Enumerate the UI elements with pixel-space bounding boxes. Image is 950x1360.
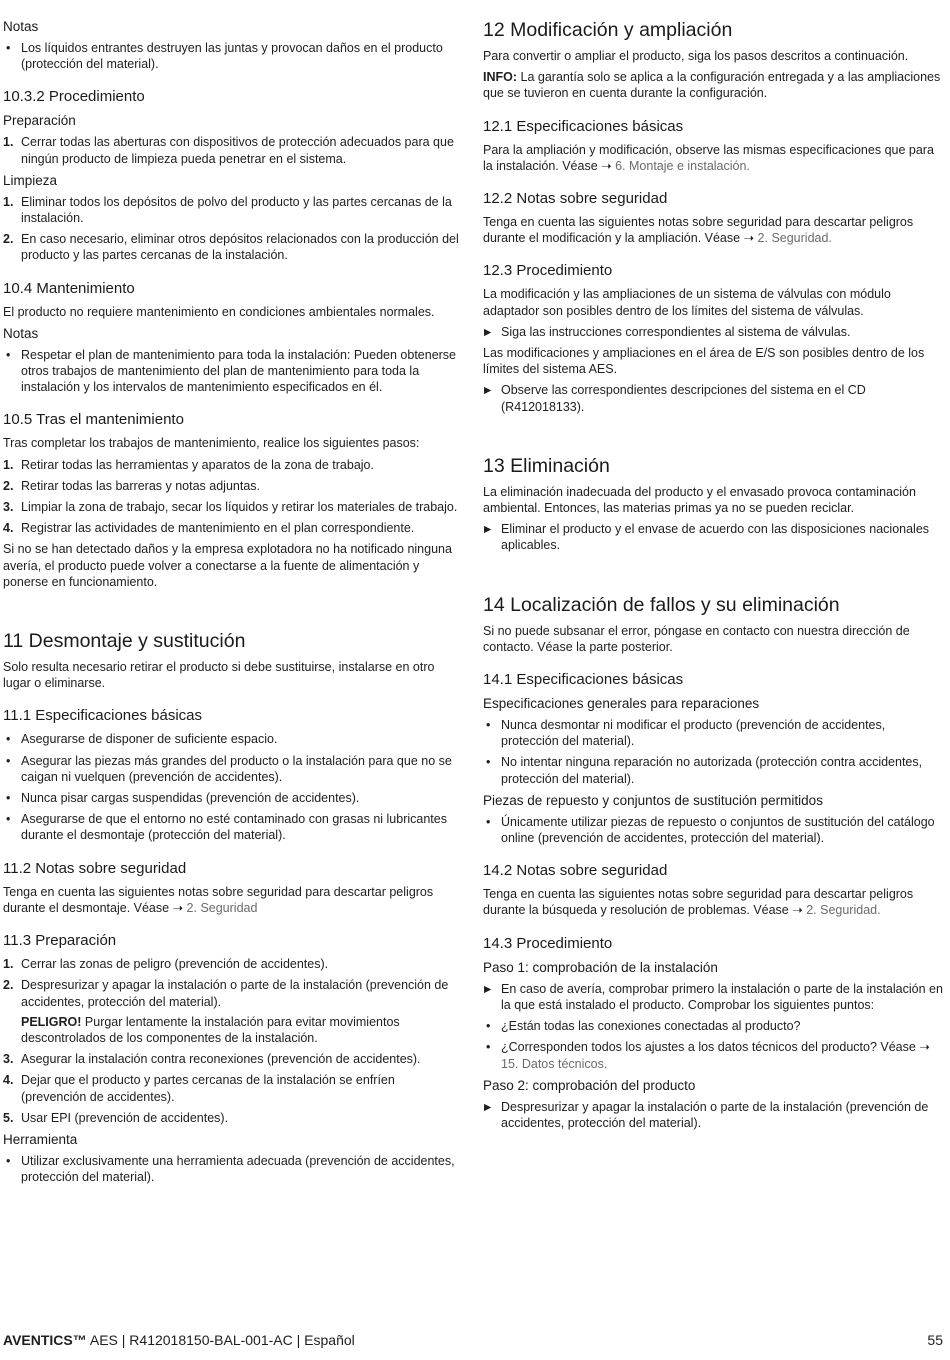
limpieza-list: [3, 194, 463, 264]
limpieza-heading: Limpieza: [3, 172, 58, 188]
list-item: • Respetar el plan de mantenimiento para toda la instalación: Pueden obtenerse otros trabajos de mantenimiento del plan de mantenimiento para toda la instalación y los intervalos de mantenimiento especificados en él.: [3, 347, 463, 396]
subheading: Paso 1: comprobación de la instalación: [483, 959, 718, 975]
list-item: ▶ Observe las correspondientes descripciones del sistema en el CD (R412018133).: [483, 382, 943, 414]
steps-list: [3, 457, 463, 537]
instruction-list: [483, 981, 943, 1013]
list-item: • Los líquidos entrantes destruyen las juntas y provocan daños en el producto (protección del material).: [3, 40, 463, 72]
chapter-heading-14: 14 Localización de fallos y su eliminación: [483, 593, 840, 616]
paragraph: La eliminación inadecuada del producto y el envasado provoca contaminación ambiental. Entonces, las materias primas ya no se pueden reciclar.: [483, 484, 916, 516]
left-column: [3, 18, 463, 1190]
list-item: 1. Eliminar todos los depósitos de polvo del producto y las partes cercanas de la instalación.: [3, 194, 452, 226]
chapter-heading-12: 12 Modificación y ampliación: [483, 19, 733, 41]
list-item: • ¿Están todas las conexiones conectadas al producto?: [483, 1018, 943, 1034]
list-item: 1. Cerrar las zonas de peligro (prevención de accidentes).: [3, 957, 329, 972]
list-item: 4. Registrar las actividades de mantenimiento en el plan correspondiente.: [3, 521, 415, 536]
list-item: • ¿Corresponden todos los ajustes a los datos técnicos del producto? Véase ➝ 15. Datos técnicos.: [483, 1039, 943, 1071]
preparacion-list: [3, 134, 463, 166]
page-number: 55: [927, 1332, 943, 1348]
cross-reference-link[interactable]: 6. Montaje e instalación.: [615, 158, 750, 173]
instruction-list: [483, 382, 943, 414]
list-item: • Asegurar las piezas más grandes del producto o la instalación para que no se caigan ni vuelquen (prevención de accidentes).: [3, 753, 463, 785]
list-item: • Asegurarse de que el entorno no esté contaminado con grasas ni lubricantes durante el desmontaje (protección del material).: [3, 811, 463, 843]
danger-note: PELIGRO! Purgar lentamente la instalación para evitar movimientos descontrolados de los componentes de la instalación.: [21, 1014, 400, 1045]
info-note: INFO: La garantía solo se aplica a la configuración entregada y a las ampliaciones que se tuvieron en cuenta durante la configuración.: [483, 70, 941, 101]
notas-heading: Notas: [3, 325, 39, 341]
list-item: ▶ Despresurizar y apagar la instalación o parte de la instalación (prevención de accidentes, protección del material).: [483, 1099, 943, 1131]
subheading: Paso 2: comprobación del producto: [483, 1077, 696, 1093]
instruction-list: [483, 324, 943, 340]
list-item: 4. Dejar que el producto y partes cercanas de la instalación se enfríen (prevención de accidentes).: [3, 1073, 395, 1104]
notas-list: [3, 347, 463, 396]
bullet-list: [483, 1018, 943, 1072]
instruction-list: [483, 521, 943, 553]
list-item: • Nunca pisar cargas suspendidas (prevención de accidentes).: [3, 790, 463, 806]
section-heading-14-3: 14.3 Procedimiento: [483, 934, 613, 952]
brand-name: AVENTICS™: [3, 1332, 87, 1348]
bullet-list: [3, 1153, 463, 1185]
paragraph: El producto no requiere mantenimiento en condiciones ambientales normales.: [3, 304, 435, 319]
cross-reference-link[interactable]: 2. Seguridad.: [806, 903, 881, 918]
paragraph: Solo resulta necesario retirar el producto si debe sustituirse, instalarse en otro lugar o eliminarse.: [3, 660, 435, 691]
list-item: ▶ Eliminar el producto y el envase de acuerdo con las disposiciones nacionales aplicables.: [483, 521, 943, 553]
list-item: 2. En caso necesario, eliminar otros depósitos relacionados con la producción del producto y las partes cercanas de la instalación.: [3, 232, 459, 263]
list-item: 1. Cerrar todas las aberturas con dispositivos de protección adecuados para que ningún producto de limpieza pueda penetrar en el sistema.: [3, 135, 454, 166]
list-item: ▶ En caso de avería, comprobar primero la instalación o parte de la instalación en la que está instalado el producto. Comprobar los siguientes puntos:: [483, 981, 943, 1013]
document-reference: AES | R412018150-BAL-001-AC | Español: [86, 1332, 355, 1348]
preparacion-heading: Preparación: [3, 113, 76, 129]
notas-heading: Notas: [3, 19, 39, 34]
paragraph: Si no puede subsanar el error, póngase en contacto con nuestra dirección de contacto. Véase la parte posterior.: [483, 623, 910, 654]
herramienta-heading: Herramienta: [3, 1131, 78, 1147]
list-item: 2. Retirar todas las barreras y notas adjuntas.: [3, 478, 261, 493]
subheading: Especificaciones generales para reparaciones: [483, 696, 760, 712]
cross-reference-link[interactable]: 2. Seguridad.: [757, 231, 832, 246]
paragraph: La modificación y las ampliaciones de un sistema de válvulas con módulo adaptador son posibles dentro de los límites del sistema de válvulas.: [483, 287, 891, 318]
list-item: 3. Asegurar la instalación contra reconexiones (prevención de accidentes).: [3, 1052, 421, 1067]
list-item: 1. Retirar todas las herramientas y aparatos de la zona de trabajo.: [3, 457, 374, 472]
section-heading-10-4: 10.4 Mantenimiento: [3, 279, 135, 297]
bullet-list: [3, 731, 463, 843]
list-item: • No intentar ninguna reparación no autorizada (protección contra accidentes, protección del material).: [483, 754, 943, 786]
section-heading-12-2: 12.2 Notas sobre seguridad: [483, 190, 668, 208]
right-column: [483, 18, 943, 1136]
section-heading-11-3: 11.3 Preparación: [3, 932, 117, 950]
chapter-heading-11: 11 Desmontaje y sustitución: [3, 630, 246, 653]
notas-list: [3, 40, 463, 72]
paragraph: Tras completar los trabajos de mantenimiento, realice los siguientes pasos:: [3, 436, 420, 451]
paragraph: Si no se han detectado daños y la empresa explotadora no ha notificado ninguna avería, el producto puede volver a conectarse a la fuente de alimentación y ponerse en funcionamiento.: [3, 542, 452, 589]
bullet-list: [483, 814, 943, 846]
section-heading-10-3-2: 10.3.2 Procedimiento: [3, 88, 145, 106]
chapter-heading-13: 13 Eliminación: [483, 454, 610, 477]
section-heading-12-1: 12.1 Especificaciones básicas: [483, 117, 684, 135]
list-item: 3. Limpiar la zona de trabajo, secar los líquidos y retirar los materiales de trabajo.: [3, 500, 458, 515]
section-heading-12-3: 12.3 Procedimiento: [483, 262, 613, 280]
list-item: 2. Despresurizar y apagar la instalación o parte de la instalación (prevención de accidentes, protección del material). PELIGRO! Purgar lentamente la instalación para evitar movimientos descontrolados de los componentes de la instalación.: [3, 977, 463, 1046]
paragraph: Tenga en cuenta las siguientes notas sobre seguridad para descartar peligros durante la búsqueda y resolución de problemas. Véase ➝ 2. Seguridad.: [483, 887, 914, 918]
cross-reference-link[interactable]: 15. Datos técnicos.: [501, 1056, 608, 1071]
list-item: • Nunca desmontar ni modificar el producto (prevención de accidentes, protección del material).: [483, 717, 943, 749]
page-footer: [3, 1330, 943, 1350]
section-heading-11-2: 11.2 Notas sobre seguridad: [3, 859, 187, 877]
list-item: • Asegurarse de disponer de suficiente espacio.: [3, 731, 463, 747]
paragraph: Para convertir o ampliar el producto, siga los pasos descritos a continuación.: [483, 49, 909, 63]
list-item: 5. Usar EPI (prevención de accidentes).: [3, 1110, 229, 1125]
paragraph: Tenga en cuenta las siguientes notas sobre seguridad para descartar peligros durante el modificación y la ampliación. Véase ➝ 2. Seguridad.: [483, 215, 914, 246]
section-heading-10-5: 10.5 Tras el mantenimiento: [3, 411, 184, 429]
steps-list: [3, 956, 463, 1126]
subheading: Piezas de repuesto y conjuntos de sustitución permitidos: [483, 792, 823, 808]
paragraph: Las modificaciones y ampliaciones en el área de E/S son posibles dentro de los límites del sistema AES.: [483, 346, 925, 377]
paragraph: Para la ampliación y modificación, observe las mismas especificaciones que para la instalación. Véase ➝ 6. Montaje e instalación.: [483, 142, 934, 173]
instruction-list: [483, 1099, 943, 1131]
section-heading-11-1: 11.1 Especificaciones básicas: [3, 707, 202, 725]
cross-reference-link[interactable]: 2. Seguridad: [186, 900, 258, 915]
list-item: • Utilizar exclusivamente una herramienta adecuada (prevención de accidentes, protección del material).: [3, 1153, 463, 1185]
list-item: • Únicamente utilizar piezas de repuesto o conjuntos de sustitución del catálogo online (prevención de accidentes, protección del material).: [483, 814, 943, 846]
section-heading-14-1: 14.1 Especificaciones básicas: [483, 671, 684, 689]
paragraph: Tenga en cuenta las siguientes notas sobre seguridad para descartar peligros durante el desmontaje. Véase ➝ 2. Seguridad: [3, 884, 434, 915]
section-heading-14-2: 14.2 Notas sobre seguridad: [483, 862, 668, 880]
list-item: ▶ Siga las instrucciones correspondientes al sistema de válvulas.: [483, 324, 943, 340]
bullet-list: [483, 717, 943, 787]
